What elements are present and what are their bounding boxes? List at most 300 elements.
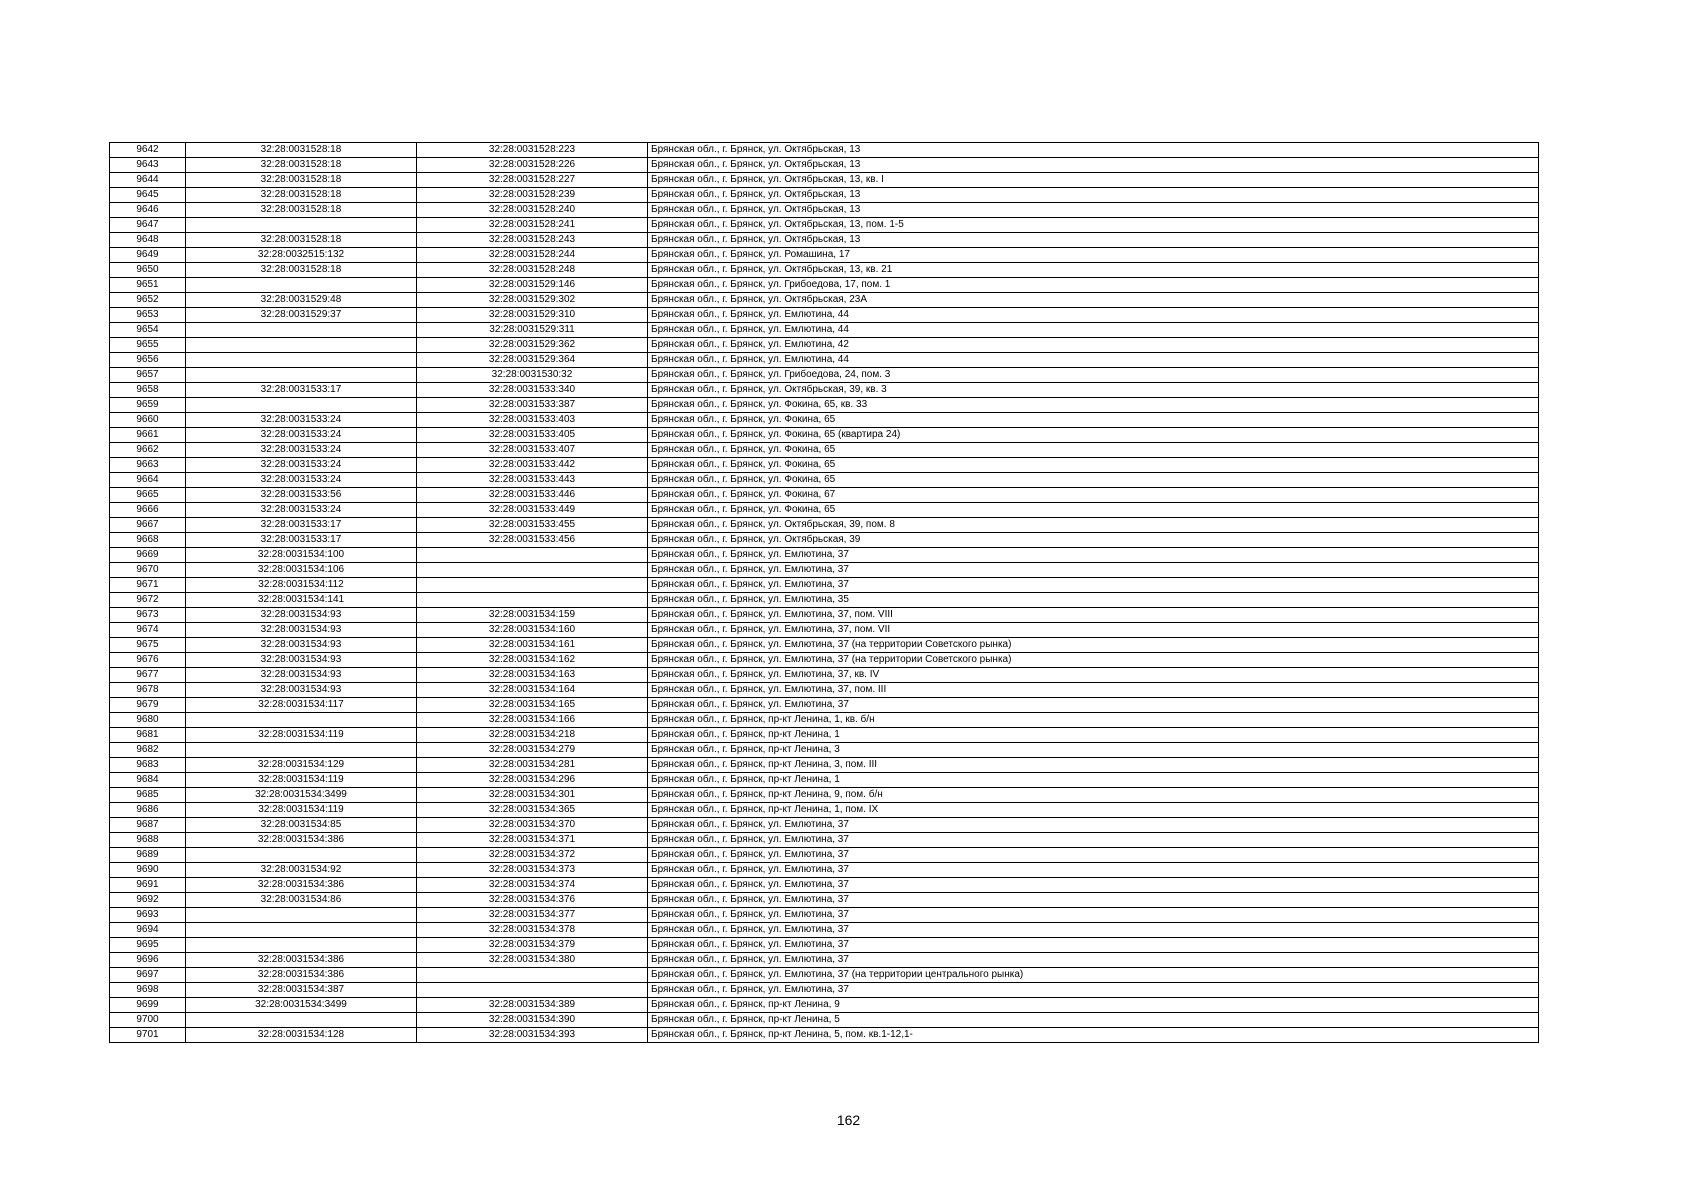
- table-row: [110, 683, 1539, 698]
- table-row: [110, 743, 1539, 758]
- row-number-cell: 9689: [110, 848, 186, 863]
- table-row: [110, 728, 1539, 743]
- row-number-cell: 9668: [110, 533, 186, 548]
- table-row: [110, 443, 1539, 458]
- parcel-number-cell: 32:28:0031528:18: [186, 263, 417, 278]
- address-cell: Брянская обл., г. Брянск, пр-кт Ленина, 5, пом. кв.1-12,1-: [648, 1028, 1539, 1043]
- address-cell: Брянская обл., г. Брянск, ул. Фокина, 65, кв. 33: [648, 398, 1539, 413]
- table-row: [110, 458, 1539, 473]
- parcel-number-cell: 32:28:0031528:18: [186, 143, 417, 158]
- address-cell: Брянская обл., г. Брянск, ул. Октябрьская, 39: [648, 533, 1539, 548]
- table-row: [110, 203, 1539, 218]
- object-number-cell: 32:28:0031534:379: [417, 938, 648, 953]
- object-number-cell: 32:28:0031534:162: [417, 653, 648, 668]
- cadastral-register-table: [109, 142, 1539, 1043]
- table-row: [110, 848, 1539, 863]
- table-row: [110, 563, 1539, 578]
- row-number-cell: 9644: [110, 173, 186, 188]
- row-number-cell: 9698: [110, 983, 186, 998]
- address-cell: Брянская обл., г. Брянск, ул. Фокина, 65: [648, 473, 1539, 488]
- row-number-cell: 9687: [110, 818, 186, 833]
- address-cell: Брянская обл., г. Брянск, ул. Емлютина, 37: [648, 818, 1539, 833]
- address-cell: Брянская обл., г. Брянск, ул. Октябрьская, 39, пом. 8: [648, 518, 1539, 533]
- table-row: [110, 878, 1539, 893]
- parcel-number-cell: 32:28:0031533:17: [186, 383, 417, 398]
- parcel-number-cell: 32:28:0031534:386: [186, 833, 417, 848]
- row-number-cell: 9653: [110, 308, 186, 323]
- address-cell: Брянская обл., г. Брянск, ул. Емлютина, 37, пом. III: [648, 683, 1539, 698]
- row-number-cell: 9670: [110, 563, 186, 578]
- table-row: [110, 143, 1539, 158]
- object-number-cell: 32:28:0031534:164: [417, 683, 648, 698]
- parcel-number-cell: [186, 938, 417, 953]
- row-number-cell: 9655: [110, 338, 186, 353]
- address-cell: Брянская обл., г. Брянск, ул. Октябрьская, 13: [648, 203, 1539, 218]
- row-number-cell: 9646: [110, 203, 186, 218]
- row-number-cell: 9675: [110, 638, 186, 653]
- address-cell: Брянская обл., г. Брянск, ул. Октябрьская, 13: [648, 233, 1539, 248]
- table-row: [110, 668, 1539, 683]
- parcel-number-cell: 32:28:0031533:24: [186, 428, 417, 443]
- row-number-cell: 9666: [110, 503, 186, 518]
- object-number-cell: 32:28:0031533:407: [417, 443, 648, 458]
- parcel-number-cell: [186, 908, 417, 923]
- object-number-cell: 32:28:0031529:311: [417, 323, 648, 338]
- object-number-cell: [417, 968, 648, 983]
- table-row: [110, 518, 1539, 533]
- table-row: [110, 698, 1539, 713]
- address-cell: Брянская обл., г. Брянск, ул. Октябрьская, 13: [648, 143, 1539, 158]
- row-number-cell: 9658: [110, 383, 186, 398]
- parcel-number-cell: 32:28:0031533:24: [186, 503, 417, 518]
- table-row: [110, 908, 1539, 923]
- table-row: [110, 233, 1539, 248]
- row-number-cell: 9647: [110, 218, 186, 233]
- parcel-number-cell: 32:28:0031534:93: [186, 683, 417, 698]
- parcel-number-cell: 32:28:0031528:18: [186, 233, 417, 248]
- table-row: [110, 293, 1539, 308]
- row-number-cell: 9693: [110, 908, 186, 923]
- table-row: [110, 653, 1539, 668]
- object-number-cell: 32:28:0031529:310: [417, 308, 648, 323]
- row-number-cell: 9672: [110, 593, 186, 608]
- parcel-number-cell: 32:28:0031533:17: [186, 518, 417, 533]
- parcel-number-cell: 32:28:0031534:93: [186, 608, 417, 623]
- row-number-cell: 9680: [110, 713, 186, 728]
- table-row: [110, 263, 1539, 278]
- row-number-cell: 9652: [110, 293, 186, 308]
- address-cell: Брянская обл., г. Брянск, ул. Емлютина, 44: [648, 353, 1539, 368]
- address-cell: Брянская обл., г. Брянск, пр-кт Ленина, 3, пом. III: [648, 758, 1539, 773]
- row-number-cell: 9669: [110, 548, 186, 563]
- parcel-number-cell: 32:28:0031533:24: [186, 458, 417, 473]
- row-number-cell: 9654: [110, 323, 186, 338]
- table-row: [110, 863, 1539, 878]
- object-number-cell: 32:28:0031534:163: [417, 668, 648, 683]
- object-number-cell: 32:28:0031534:296: [417, 773, 648, 788]
- table-row: [110, 248, 1539, 263]
- row-number-cell: 9682: [110, 743, 186, 758]
- parcel-number-cell: 32:28:0031528:18: [186, 188, 417, 203]
- table-row: [110, 338, 1539, 353]
- object-number-cell: 32:28:0031534:165: [417, 698, 648, 713]
- parcel-number-cell: [186, 713, 417, 728]
- table-row: [110, 938, 1539, 953]
- parcel-number-cell: 32:28:0031528:18: [186, 173, 417, 188]
- object-number-cell: 32:28:0031528:223: [417, 143, 648, 158]
- address-cell: Брянская обл., г. Брянск, ул. Емлютина, 42: [648, 338, 1539, 353]
- parcel-number-cell: 32:28:0031533:24: [186, 443, 417, 458]
- object-number-cell: 32:28:0031534:390: [417, 1013, 648, 1028]
- table-row: [110, 1013, 1539, 1028]
- parcel-number-cell: [186, 323, 417, 338]
- row-number-cell: 9673: [110, 608, 186, 623]
- parcel-number-cell: 32:28:0031534:386: [186, 968, 417, 983]
- table-row: [110, 893, 1539, 908]
- object-number-cell: 32:28:0031534:374: [417, 878, 648, 893]
- row-number-cell: 9674: [110, 623, 186, 638]
- table-row: [110, 473, 1539, 488]
- parcel-number-cell: [186, 1013, 417, 1028]
- object-number-cell: 32:28:0031534:393: [417, 1028, 648, 1043]
- address-cell: Брянская обл., г. Брянск, ул. Грибоедова, 17, пом. 1: [648, 278, 1539, 293]
- parcel-number-cell: [186, 368, 417, 383]
- parcel-number-cell: [186, 218, 417, 233]
- parcel-number-cell: 32:28:0031534:100: [186, 548, 417, 563]
- row-number-cell: 9660: [110, 413, 186, 428]
- row-number-cell: 9700: [110, 1013, 186, 1028]
- object-number-cell: 32:28:0031533:456: [417, 533, 648, 548]
- parcel-number-cell: 32:28:0031534:128: [186, 1028, 417, 1043]
- parcel-number-cell: 32:28:0031528:18: [186, 158, 417, 173]
- parcel-number-cell: [186, 923, 417, 938]
- parcel-number-cell: 32:28:0031534:3499: [186, 788, 417, 803]
- table-row: [110, 608, 1539, 623]
- parcel-number-cell: 32:28:0031534:85: [186, 818, 417, 833]
- object-number-cell: 32:28:0031528:244: [417, 248, 648, 263]
- parcel-number-cell: 32:28:0031534:93: [186, 623, 417, 638]
- object-number-cell: 32:28:0031533:449: [417, 503, 648, 518]
- table-row: [110, 998, 1539, 1013]
- parcel-number-cell: 32:28:0031534:119: [186, 773, 417, 788]
- object-number-cell: 32:28:0031528:239: [417, 188, 648, 203]
- table-row: [110, 308, 1539, 323]
- row-number-cell: 9699: [110, 998, 186, 1013]
- table-row: [110, 1028, 1539, 1043]
- object-number-cell: 32:28:0031534:279: [417, 743, 648, 758]
- row-number-cell: 9648: [110, 233, 186, 248]
- row-number-cell: 9688: [110, 833, 186, 848]
- object-number-cell: 32:28:0031534:378: [417, 923, 648, 938]
- address-cell: Брянская обл., г. Брянск, пр-кт Ленина, 1, кв. б/н: [648, 713, 1539, 728]
- table-row: [110, 398, 1539, 413]
- row-number-cell: 9650: [110, 263, 186, 278]
- address-cell: Брянская обл., г. Брянск, ул. Емлютина, 37: [648, 893, 1539, 908]
- table-row: [110, 353, 1539, 368]
- row-number-cell: 9664: [110, 473, 186, 488]
- object-number-cell: 32:28:0031528:243: [417, 233, 648, 248]
- parcel-number-cell: 32:28:0031533:56: [186, 488, 417, 503]
- address-cell: Брянская обл., г. Брянск, ул. Емлютина, 44: [648, 308, 1539, 323]
- table-row: [110, 413, 1539, 428]
- object-number-cell: [417, 548, 648, 563]
- object-number-cell: 32:28:0031534:389: [417, 998, 648, 1013]
- parcel-number-cell: 32:28:0031534:119: [186, 728, 417, 743]
- object-number-cell: 32:28:0031534:160: [417, 623, 648, 638]
- table-row: [110, 188, 1539, 203]
- address-cell: Брянская обл., г. Брянск, ул. Октябрьская, 13, кв. I: [648, 173, 1539, 188]
- object-number-cell: 32:28:0031534:218: [417, 728, 648, 743]
- object-number-cell: 32:28:0031533:403: [417, 413, 648, 428]
- object-number-cell: [417, 983, 648, 998]
- row-number-cell: 9676: [110, 653, 186, 668]
- row-number-cell: 9677: [110, 668, 186, 683]
- address-cell: Брянская обл., г. Брянск, ул. Емлютина, 37 (на территории Советского рынка): [648, 653, 1539, 668]
- object-number-cell: [417, 578, 648, 593]
- parcel-number-cell: [186, 338, 417, 353]
- parcel-number-cell: 32:28:0031534:141: [186, 593, 417, 608]
- parcel-number-cell: 32:28:0031534:106: [186, 563, 417, 578]
- address-cell: Брянская обл., г. Брянск, ул. Емлютина, 37 (на территории центрального рынка): [648, 968, 1539, 983]
- object-number-cell: 32:28:0031530:32: [417, 368, 648, 383]
- address-cell: Брянская обл., г. Брянск, пр-кт Ленина, 3: [648, 743, 1539, 758]
- parcel-number-cell: [186, 398, 417, 413]
- row-number-cell: 9645: [110, 188, 186, 203]
- parcel-number-cell: 32:28:0031534:86: [186, 893, 417, 908]
- object-number-cell: 32:28:0031534:281: [417, 758, 648, 773]
- table-row: [110, 788, 1539, 803]
- row-number-cell: 9686: [110, 803, 186, 818]
- address-cell: Брянская обл., г. Брянск, ул. Емлютина, 37: [648, 563, 1539, 578]
- object-number-cell: 32:28:0031534:301: [417, 788, 648, 803]
- parcel-number-cell: [186, 278, 417, 293]
- address-cell: Брянская обл., г. Брянск, ул. Октябрьская, 39, кв. 3: [648, 383, 1539, 398]
- row-number-cell: 9662: [110, 443, 186, 458]
- parcel-number-cell: 32:28:0031534:93: [186, 638, 417, 653]
- table-row: [110, 428, 1539, 443]
- parcel-number-cell: 32:28:0031533:24: [186, 473, 417, 488]
- table-row: [110, 578, 1539, 593]
- address-cell: Брянская обл., г. Брянск, ул. Емлютина, 37: [648, 578, 1539, 593]
- parcel-number-cell: [186, 743, 417, 758]
- address-cell: Брянская обл., г. Брянск, ул. Октябрьская, 13: [648, 158, 1539, 173]
- object-number-cell: 32:28:0031528:240: [417, 203, 648, 218]
- row-number-cell: 9691: [110, 878, 186, 893]
- address-cell: Брянская обл., г. Брянск, ул. Октябрьская, 13, кв. 21: [648, 263, 1539, 278]
- table-row: [110, 623, 1539, 638]
- parcel-number-cell: 32:28:0031533:24: [186, 413, 417, 428]
- row-number-cell: 9683: [110, 758, 186, 773]
- object-number-cell: 32:28:0031534:372: [417, 848, 648, 863]
- row-number-cell: 9678: [110, 683, 186, 698]
- object-number-cell: 32:28:0031533:387: [417, 398, 648, 413]
- row-number-cell: 9663: [110, 458, 186, 473]
- object-number-cell: [417, 563, 648, 578]
- parcel-number-cell: 32:28:0031529:48: [186, 293, 417, 308]
- object-number-cell: 32:28:0031533:443: [417, 473, 648, 488]
- row-number-cell: 9657: [110, 368, 186, 383]
- row-number-cell: 9671: [110, 578, 186, 593]
- object-number-cell: 32:28:0031528:248: [417, 263, 648, 278]
- table-row: [110, 758, 1539, 773]
- parcel-number-cell: 32:28:0031534:92: [186, 863, 417, 878]
- address-cell: Брянская обл., г. Брянск, ул. Фокина, 65: [648, 503, 1539, 518]
- table-row: [110, 173, 1539, 188]
- table-row: [110, 488, 1539, 503]
- parcel-number-cell: 32:28:0031534:387: [186, 983, 417, 998]
- table-row: [110, 713, 1539, 728]
- object-number-cell: [417, 593, 648, 608]
- object-number-cell: 32:28:0031528:241: [417, 218, 648, 233]
- address-cell: Брянская обл., г. Брянск, ул. Грибоедова, 24, пом. 3: [648, 368, 1539, 383]
- row-number-cell: 9681: [110, 728, 186, 743]
- parcel-number-cell: 32:28:0031534:386: [186, 953, 417, 968]
- row-number-cell: 9701: [110, 1028, 186, 1043]
- address-cell: Брянская обл., г. Брянск, ул. Емлютина, 37: [648, 938, 1539, 953]
- address-cell: Брянская обл., г. Брянск, ул. Емлютина, 37, кв. IV: [648, 668, 1539, 683]
- address-cell: Брянская обл., г. Брянск, ул. Емлютина, 37: [648, 953, 1539, 968]
- parcel-number-cell: 32:28:0031534:3499: [186, 998, 417, 1013]
- table-row: [110, 638, 1539, 653]
- row-number-cell: 9694: [110, 923, 186, 938]
- row-number-cell: 9651: [110, 278, 186, 293]
- parcel-number-cell: 32:28:0031534:117: [186, 698, 417, 713]
- address-cell: Брянская обл., г. Брянск, ул. Емлютина, 37 (на территории Советского рынка): [648, 638, 1539, 653]
- page-number: 162: [836, 1112, 861, 1128]
- object-number-cell: 32:28:0031529:302: [417, 293, 648, 308]
- address-cell: Брянская обл., г. Брянск, ул. Октябрьская, 23А: [648, 293, 1539, 308]
- parcel-number-cell: 32:28:0031528:18: [186, 203, 417, 218]
- address-cell: Брянская обл., г. Брянск, ул. Емлютина, 37: [648, 833, 1539, 848]
- object-number-cell: 32:28:0031529:364: [417, 353, 648, 368]
- row-number-cell: 9696: [110, 953, 186, 968]
- row-number-cell: 9697: [110, 968, 186, 983]
- row-number-cell: 9643: [110, 158, 186, 173]
- parcel-number-cell: 32:28:0031534:93: [186, 668, 417, 683]
- parcel-number-cell: [186, 848, 417, 863]
- address-cell: Брянская обл., г. Брянск, ул. Емлютина, 37: [648, 863, 1539, 878]
- table-row: [110, 818, 1539, 833]
- address-cell: Брянская обл., г. Брянск, ул. Емлютина, 37, пом. VIII: [648, 608, 1539, 623]
- table-row: [110, 368, 1539, 383]
- address-cell: Брянская обл., г. Брянск, ул. Емлютина, 44: [648, 323, 1539, 338]
- object-number-cell: 32:28:0031533:455: [417, 518, 648, 533]
- table-row: [110, 218, 1539, 233]
- address-cell: Брянская обл., г. Брянск, ул. Емлютина, 37: [648, 878, 1539, 893]
- object-number-cell: 32:28:0031534:159: [417, 608, 648, 623]
- address-cell: Брянская обл., г. Брянск, пр-кт Ленина, 1, пом. IX: [648, 803, 1539, 818]
- object-number-cell: 32:28:0031534:376: [417, 893, 648, 908]
- parcel-number-cell: 32:28:0031534:119: [186, 803, 417, 818]
- object-number-cell: 32:28:0031534:365: [417, 803, 648, 818]
- table-row: [110, 803, 1539, 818]
- table-row: [110, 833, 1539, 848]
- address-cell: Брянская обл., г. Брянск, ул. Ромашина, 17: [648, 248, 1539, 263]
- object-number-cell: 32:28:0031529:146: [417, 278, 648, 293]
- parcel-number-cell: [186, 353, 417, 368]
- row-number-cell: 9667: [110, 518, 186, 533]
- row-number-cell: 9684: [110, 773, 186, 788]
- object-number-cell: 32:28:0031533:340: [417, 383, 648, 398]
- row-number-cell: 9659: [110, 398, 186, 413]
- table-row: [110, 158, 1539, 173]
- parcel-number-cell: 32:28:0031533:17: [186, 533, 417, 548]
- address-cell: Брянская обл., г. Брянск, ул. Октябрьская, 13: [648, 188, 1539, 203]
- table-row: [110, 503, 1539, 518]
- parcel-number-cell: 32:28:0032515:132: [186, 248, 417, 263]
- address-cell: Брянская обл., г. Брянск, ул. Емлютина, 37: [648, 848, 1539, 863]
- parcel-number-cell: 32:28:0031534:112: [186, 578, 417, 593]
- table-row: [110, 278, 1539, 293]
- object-number-cell: 32:28:0031534:166: [417, 713, 648, 728]
- address-cell: Брянская обл., г. Брянск, пр-кт Ленина, 9, пом. б/н: [648, 788, 1539, 803]
- object-number-cell: 32:28:0031528:227: [417, 173, 648, 188]
- table-row: [110, 593, 1539, 608]
- parcel-number-cell: 32:28:0031529:37: [186, 308, 417, 323]
- row-number-cell: 9642: [110, 143, 186, 158]
- object-number-cell: 32:28:0031533:405: [417, 428, 648, 443]
- address-cell: Брянская обл., г. Брянск, ул. Емлютина, 35: [648, 593, 1539, 608]
- object-number-cell: 32:28:0031534:161: [417, 638, 648, 653]
- row-number-cell: 9679: [110, 698, 186, 713]
- address-cell: Брянская обл., г. Брянск, ул. Емлютина, 37: [648, 698, 1539, 713]
- address-cell: Брянская обл., г. Брянск, пр-кт Ленина, 1: [648, 773, 1539, 788]
- object-number-cell: 32:28:0031534:371: [417, 833, 648, 848]
- address-cell: Брянская обл., г. Брянск, пр-кт Ленина, 1: [648, 728, 1539, 743]
- register-table-body: [110, 143, 1539, 1043]
- address-cell: Брянская обл., г. Брянск, ул. Емлютина, 37: [648, 548, 1539, 563]
- row-number-cell: 9692: [110, 893, 186, 908]
- address-cell: Брянская обл., г. Брянск, ул. Фокина, 65: [648, 413, 1539, 428]
- row-number-cell: 9656: [110, 353, 186, 368]
- address-cell: Брянская обл., г. Брянск, ул. Емлютина, 37: [648, 923, 1539, 938]
- row-number-cell: 9695: [110, 938, 186, 953]
- address-cell: Брянская обл., г. Брянск, пр-кт Ленина, 5: [648, 1013, 1539, 1028]
- table-row: [110, 533, 1539, 548]
- parcel-number-cell: 32:28:0031534:129: [186, 758, 417, 773]
- address-cell: Брянская обл., г. Брянск, ул. Фокина, 67: [648, 488, 1539, 503]
- table-row: [110, 968, 1539, 983]
- row-number-cell: 9685: [110, 788, 186, 803]
- object-number-cell: 32:28:0031528:226: [417, 158, 648, 173]
- row-number-cell: 9661: [110, 428, 186, 443]
- object-number-cell: 32:28:0031533:442: [417, 458, 648, 473]
- object-number-cell: 32:28:0031533:446: [417, 488, 648, 503]
- table-row: [110, 383, 1539, 398]
- table-row: [110, 548, 1539, 563]
- row-number-cell: 9665: [110, 488, 186, 503]
- address-cell: Брянская обл., г. Брянск, ул. Фокина, 65: [648, 443, 1539, 458]
- address-cell: Брянская обл., г. Брянск, ул. Фокина, 65: [648, 458, 1539, 473]
- object-number-cell: 32:28:0031534:380: [417, 953, 648, 968]
- address-cell: Брянская обл., г. Брянск, ул. Емлютина, 37: [648, 908, 1539, 923]
- table-row: [110, 953, 1539, 968]
- address-cell: Брянская обл., г. Брянск, ул. Емлютина, 37, пом. VII: [648, 623, 1539, 638]
- table-row: [110, 323, 1539, 338]
- row-number-cell: 9649: [110, 248, 186, 263]
- row-number-cell: 9690: [110, 863, 186, 878]
- address-cell: Брянская обл., г. Брянск, ул. Фокина, 65 (квартира 24): [648, 428, 1539, 443]
- address-cell: Брянская обл., г. Брянск, ул. Емлютина, 37: [648, 983, 1539, 998]
- object-number-cell: 32:28:0031534:373: [417, 863, 648, 878]
- object-number-cell: 32:28:0031529:362: [417, 338, 648, 353]
- object-number-cell: 32:28:0031534:370: [417, 818, 648, 833]
- object-number-cell: 32:28:0031534:377: [417, 908, 648, 923]
- parcel-number-cell: 32:28:0031534:93: [186, 653, 417, 668]
- table-row: [110, 923, 1539, 938]
- address-cell: Брянская обл., г. Брянск, пр-кт Ленина, 9: [648, 998, 1539, 1013]
- parcel-number-cell: 32:28:0031534:386: [186, 878, 417, 893]
